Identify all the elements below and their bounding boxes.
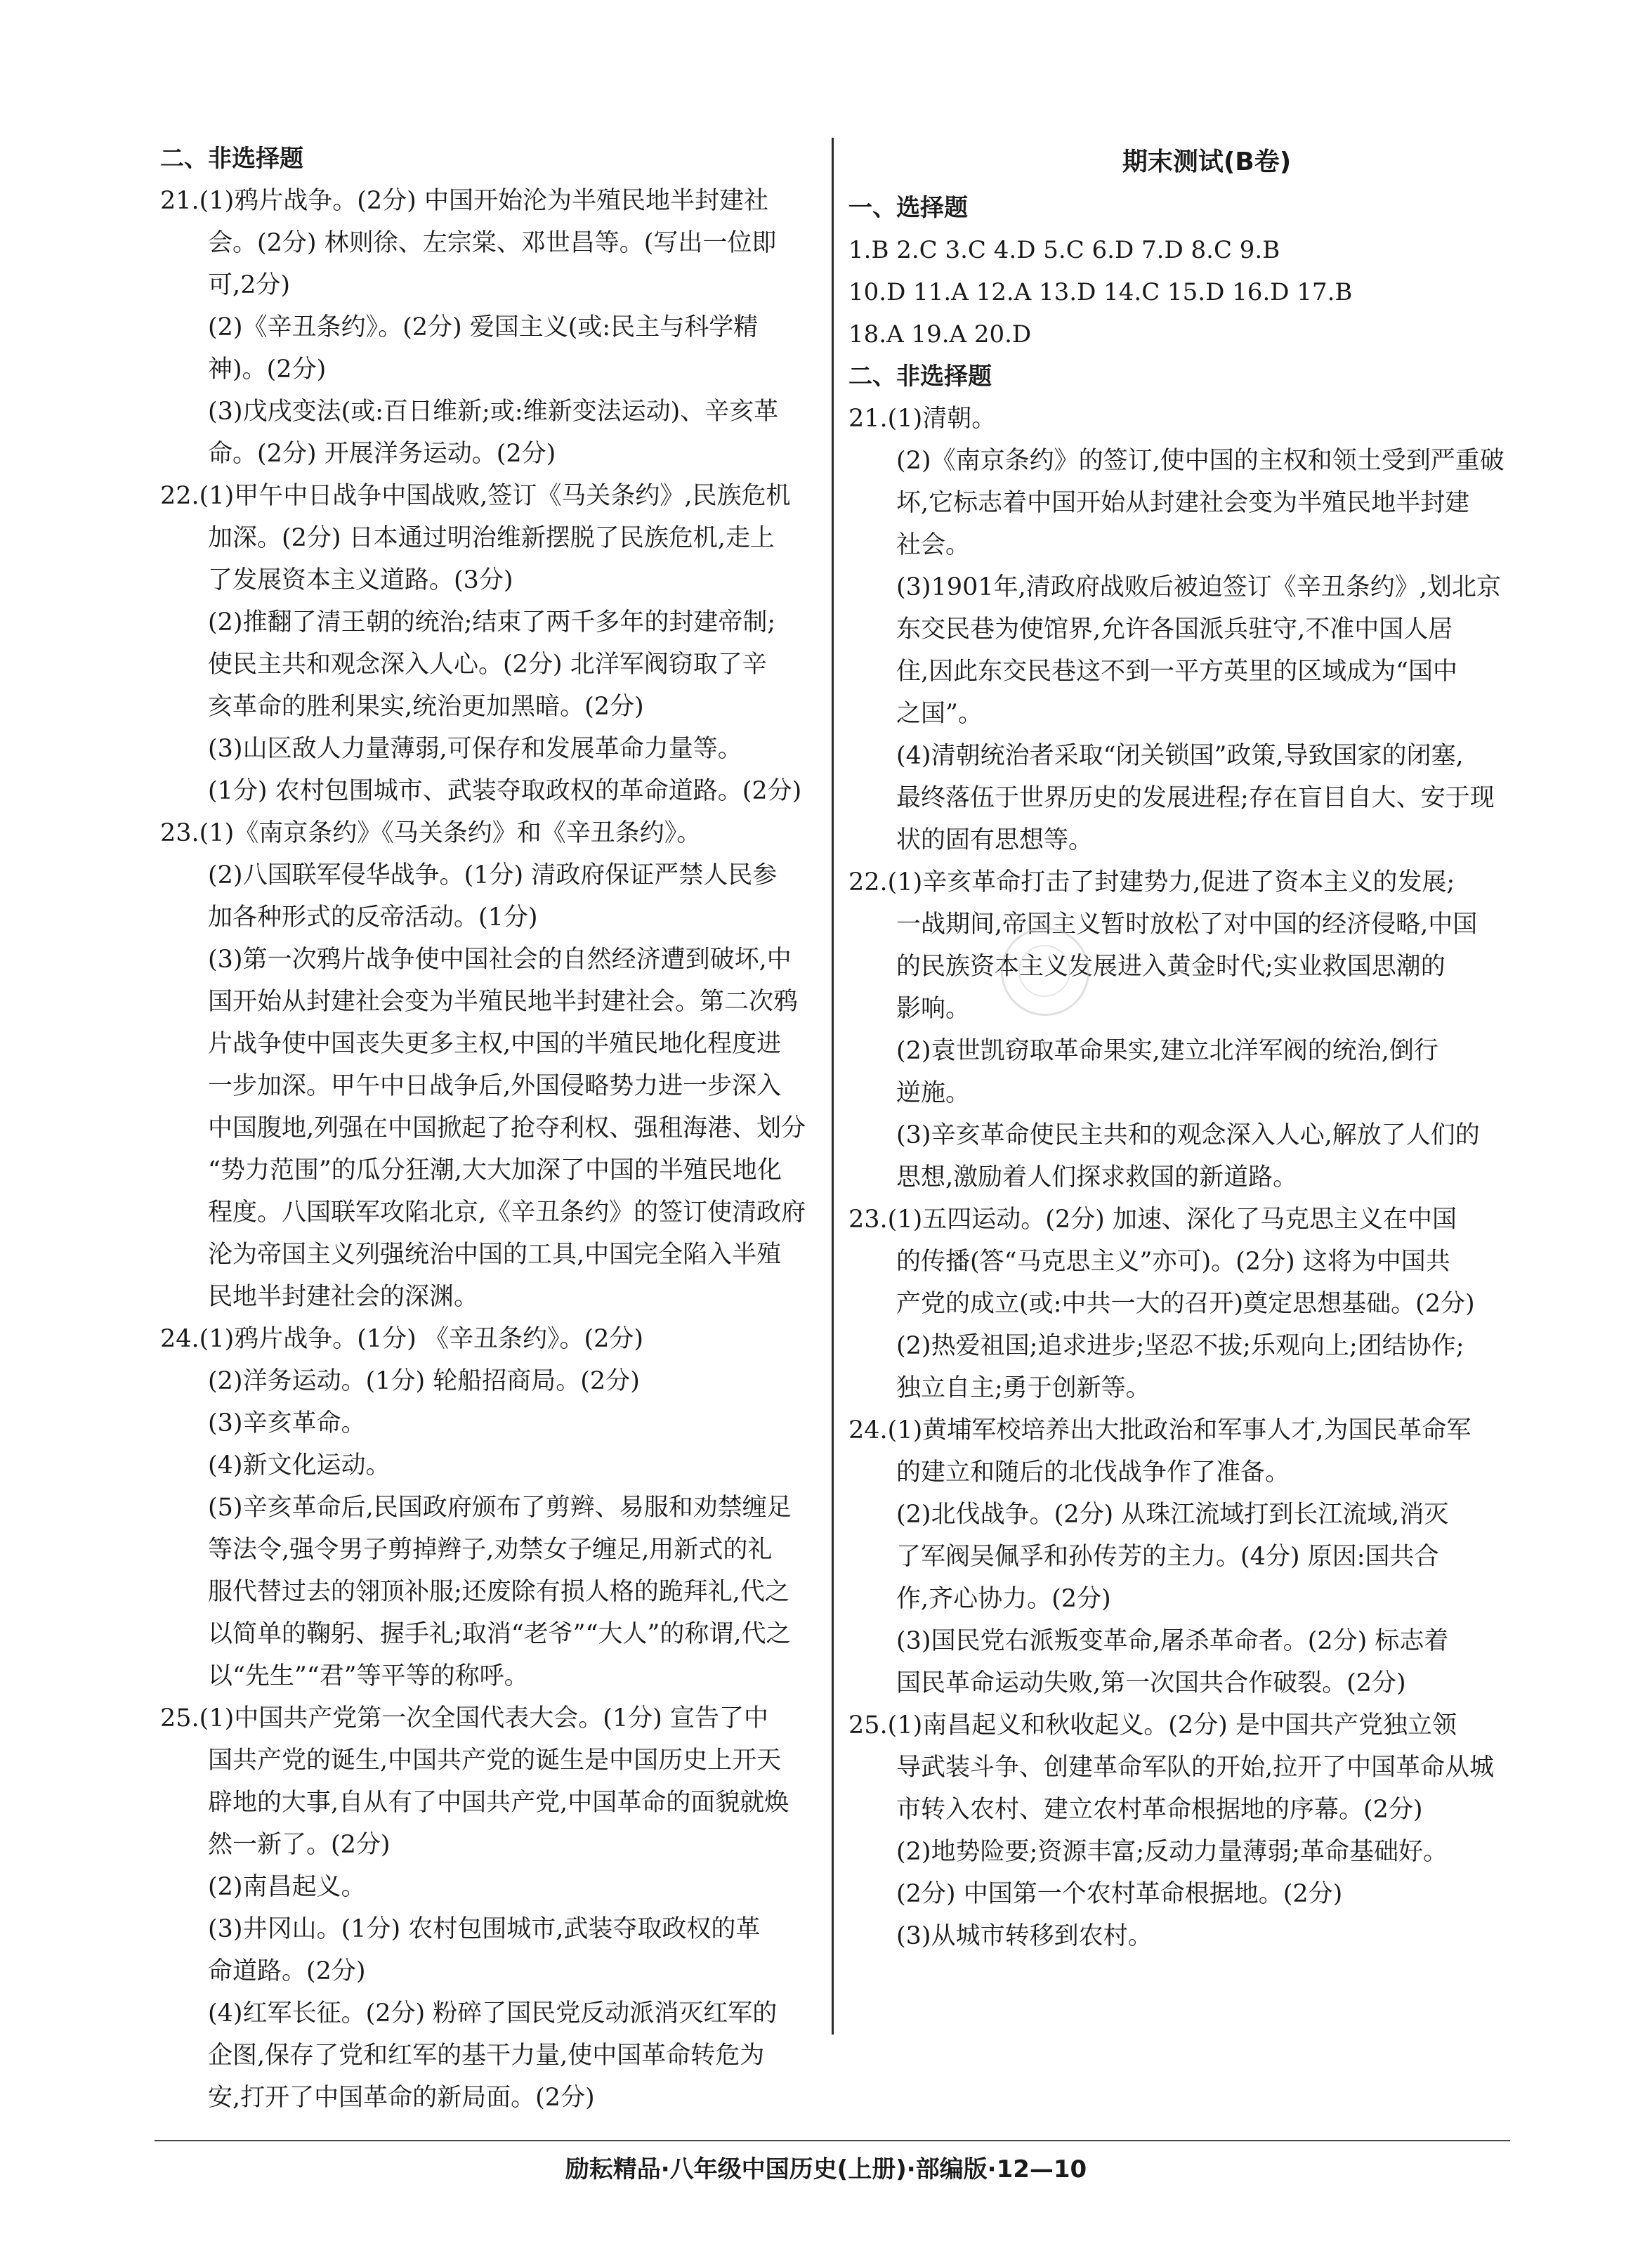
answer-line: (3)井冈山。(1分) 农村包围城市,武装夺取政权的革 (208, 1915, 761, 1943)
answer-line: 沦为帝国主义列强统治中国的工具,中国完全陷入半殖 (208, 1241, 782, 1269)
answer-line: 东交民巷为使馆界,允许各国派兵驻守,不准中国人居 (896, 615, 1453, 644)
answer-line: 加深。(2分) 日本通过明治维新摆脱了民族危机,走上 (208, 524, 775, 552)
answer-line: (3)1901年,清政府战败后被迫签订《辛丑条约》,划北京 (896, 573, 1501, 601)
answer-line: 以简单的鞠躬、握手礼;取消“老爷”“大人”的称谓,代之 (208, 1620, 791, 1648)
answer-line: (2)北伐战争。(2分) 从珠江流域打到长江流域,消灭 (896, 1501, 1449, 1529)
answer-line: 可,2分) (208, 271, 291, 299)
answer-line: 产党的成立(或:中共一大的召开)奠定思想基础。(2分) (896, 1290, 1475, 1318)
answer-line: 的传播(答“马克思主义”亦可)。(2分) 这将为中国共 (896, 1248, 1450, 1276)
right-column (848, 138, 1516, 1957)
right-answer-lines (848, 398, 1516, 1957)
answer-line: (2)袁世凯窃取革命果实,建立北洋军阀的统治,倒行 (896, 1037, 1438, 1065)
answer-line: 一战期间,帝国主义暂时放松了对中国的经济侵略,中国 (896, 910, 1478, 939)
answer-line: 的民族资本主义发展进入黄金时代;实业救国思潮的 (896, 953, 1446, 981)
answer-line: 25.(1)中国共产党第一次全国代表大会。(1分) 宣告了中 (160, 1704, 768, 1732)
answer-line: 以“先生”“君”等平等的称呼。 (208, 1662, 529, 1690)
answer-line: (4)清朝统治者采取“闭关锁国”政策,导致国家的闭塞, (896, 742, 1464, 770)
answer-line: 一步加深。甲午中日战争后,外国侵略势力进一步深入 (208, 1072, 782, 1100)
answer-line: (3)国民党右派叛变革命,屠杀革命者。(2分) 标志着 (896, 1627, 1449, 1655)
mc-answer-row: 18.A 19.A 20.D (848, 320, 1032, 348)
left-column (160, 138, 815, 2119)
answer-line: 25.(1)南昌起义和秋收起义。(2分) 是中国共产党独立领 (848, 1711, 1457, 1739)
answer-line: 服代替过去的翎顶补服;还废除有损人格的跪拜礼,代之 (208, 1578, 789, 1606)
answer-line: 辟地的大事,自从有了中国共产党,中国革命的面貌就焕 (208, 1789, 789, 1817)
answer-line: (2)推翻了清王朝的统治;结束了两千多年的封建帝制; (208, 608, 776, 636)
answer-line: 民地半封建社会的深渊。 (208, 1283, 479, 1311)
column-divider (832, 138, 834, 2035)
answer-line: 加各种形式的反帝活动。(1分) (208, 903, 538, 932)
answer-line: 了发展资本主义道路。(3分) (208, 566, 513, 594)
answer-line: 逆施。 (896, 1079, 971, 1107)
answer-line: (2)南昌起义。 (208, 1873, 366, 1901)
mc-answer-lines (848, 229, 1516, 355)
answer-line: 22.(1)甲午中日战争中国战败,签订《马关条约》,民族危机 (160, 482, 791, 510)
answer-line: (4)新文化运动。 (208, 1451, 391, 1480)
answer-line: 安,打开了中国革命的新局面。(2分) (208, 2084, 595, 2112)
watermark-stamp (1001, 927, 1089, 1016)
answer-line: 思想,激励着人们探求救国的新道路。 (896, 1163, 1298, 1191)
answer-line: 国民革命运动失败,第一次国共合作破裂。(2分) (896, 1669, 1406, 1697)
left-answer-lines (160, 180, 815, 2119)
answer-line: (3)从城市转移到农村。 (896, 1922, 1153, 1950)
answer-line: 独立自主;勇于创新等。 (896, 1374, 1150, 1402)
page-footer: 励耘精品·八年级中国历史(上册)·部编版·12—10 (565, 2155, 1087, 2183)
answer-line: 会。(2分) 林则徐、左宗棠、邓世昌等。(写出一位即 (208, 229, 777, 257)
left-section-heading: 二、非选择题 (160, 145, 303, 173)
answer-line: 命。(2分) 开展洋务运动。(2分) (208, 440, 556, 468)
test-title: 期末测试(B卷) (1122, 148, 1292, 176)
answer-line: (3)辛亥革命。 (208, 1409, 366, 1437)
answer-line: “势力范围”的瓜分狂潮,大大加深了中国的半殖民地化 (208, 1156, 782, 1184)
answer-line: 片战争使中国丧失更多主权,中国的半殖民地化程度进 (208, 1030, 782, 1058)
answer-line: (1分) 农村包围城市、武装夺取政权的革命道路。(2分) (208, 777, 802, 805)
right-section-heading: 二、非选择题 (848, 363, 992, 391)
mc-answer-row: 1.B 2.C 3.C 4.D 5.C 6.D 7.D 8.C 9.B (848, 236, 1280, 264)
answer-line: (3)第一次鸦片战争使中国社会的自然经济遭到破坏,中 (208, 946, 792, 974)
answer-line: (2)《辛丑条约》。(2分) 爱国主义(或:民主与科学精 (208, 313, 759, 341)
answer-line: 市转入农村、建立农村革命根据地的序幕。(2分) (896, 1796, 1423, 1824)
answer-line: 然一新了。(2分) (208, 1831, 391, 1859)
answer-line: 社会。 (896, 531, 971, 559)
mc-section-heading: 一、选择题 (848, 194, 968, 222)
answer-line: (2)洋务运动。(1分) 轮船招商局。(2分) (208, 1367, 640, 1395)
answer-line: 22.(1)辛亥革命打击了封建势力,促进了资本主义的发展; (848, 868, 1455, 896)
answer-line: (2分) 中国第一个农村革命根据地。(2分) (896, 1880, 1343, 1908)
answer-line: 状的固有思想等。 (896, 826, 1094, 854)
answer-line: 程度。八国联军攻陷北京,《辛丑条约》的签订使清政府 (208, 1199, 806, 1227)
answer-line: 企图,保存了党和红军的基干力量,使中国革命转危为 (208, 2042, 765, 2070)
answer-line: 21.(1)鸦片战争。(2分) 中国开始沦为半殖民地半封建社 (160, 187, 768, 215)
answer-line: 作,齐心协力。(2分) (896, 1585, 1111, 1613)
answer-line: 21.(1)清朝。 (848, 405, 997, 433)
answer-line: 命道路。(2分) (208, 1957, 366, 1985)
mc-answer-row: 10.D 11.A 12.A 13.D 14.C 15.D 16.D 17.B (848, 278, 1353, 306)
answer-line: (2)地势险要;资源丰富;反动力量薄弱;革命基础好。 (896, 1838, 1448, 1866)
answer-line: 23.(1)五四运动。(2分) 加速、深化了马克思主义在中国 (848, 1206, 1457, 1234)
answer-line: 国共产党的诞生,中国共产党的诞生是中国历史上开天 (208, 1746, 782, 1775)
answer-line: (3)山区敌人力量薄弱,可保存和发展革命力量等。 (208, 735, 742, 763)
answer-line: 等法令,强令男子剪掉辫子,劝禁女子缠足,用新式的礼 (208, 1536, 773, 1564)
answer-line: 影响。 (896, 995, 971, 1023)
answer-line: 坏,它标志着中国开始从封建社会变为半殖民地半封建 (896, 489, 1470, 517)
answer-line: 23.(1)《南京条约》《马关条约》和《辛丑条约》。 (160, 819, 702, 847)
answer-line: 导武装斗争、创建革命军队的开始,拉开了中国革命从城 (896, 1754, 1495, 1782)
answer-line: 使民主共和观念深入人心。(2分) 北洋军阀窃取了辛 (208, 651, 767, 679)
answer-line: (3)戊戌变法(或:百日维新;或:维新变法运动)、辛亥革 (208, 398, 779, 426)
answer-line: 24.(1)鸦片战争。(1分) 《辛丑条约》。(2分) (160, 1325, 644, 1353)
answer-line: 亥革命的胜利果实,统治更加黑暗。(2分) (208, 693, 644, 721)
answer-line: (2)热爱祖国;追求进步;坚忍不拔;乐观向上;团结协作; (896, 1332, 1464, 1360)
answer-line: (4)红军长征。(2分) 粉碎了国民党反动派消灭红军的 (208, 1999, 778, 2028)
footer-rule (155, 2140, 1510, 2141)
answer-line: 神)。(2分) (208, 355, 327, 384)
answer-line: 最终落伍于世界历史的发展进程;存在盲目自大、安于现 (896, 784, 1495, 812)
answer-line: 的建立和随后的北伐战争作了准备。 (896, 1458, 1290, 1487)
answer-line: 24.(1)黄埔军校培养出大批政治和军事人才,为国民革命军 (848, 1416, 1471, 1444)
answer-line: (2)《南京条约》的签订,使中国的主权和领土受到严重破 (896, 447, 1504, 475)
answer-line: 了军阀吴佩孚和孙传芳的主力。(4分) 原因:国共合 (896, 1543, 1439, 1571)
answer-line: 中国腹地,列强在中国掀起了抢夺利权、强租海港、划分 (208, 1114, 806, 1142)
answer-line: 之国”。 (896, 700, 983, 728)
answer-line: (3)辛亥革命使民主共和的观念深入人心,解放了人们的 (896, 1121, 1480, 1149)
answer-line: 住,因此东交民巷这不到一平方英里的区域成为“国中 (896, 658, 1458, 686)
answer-line: (2)八国联军侵华战争。(1分) 清政府保证严禁人民参 (208, 861, 778, 889)
answer-line: (5)辛亥革命后,民国政府颁布了剪辫、易服和劝禁缠足 (208, 1494, 792, 1522)
answer-line: 国开始从封建社会变为半殖民地半封建社会。第二次鸦 (208, 988, 799, 1016)
